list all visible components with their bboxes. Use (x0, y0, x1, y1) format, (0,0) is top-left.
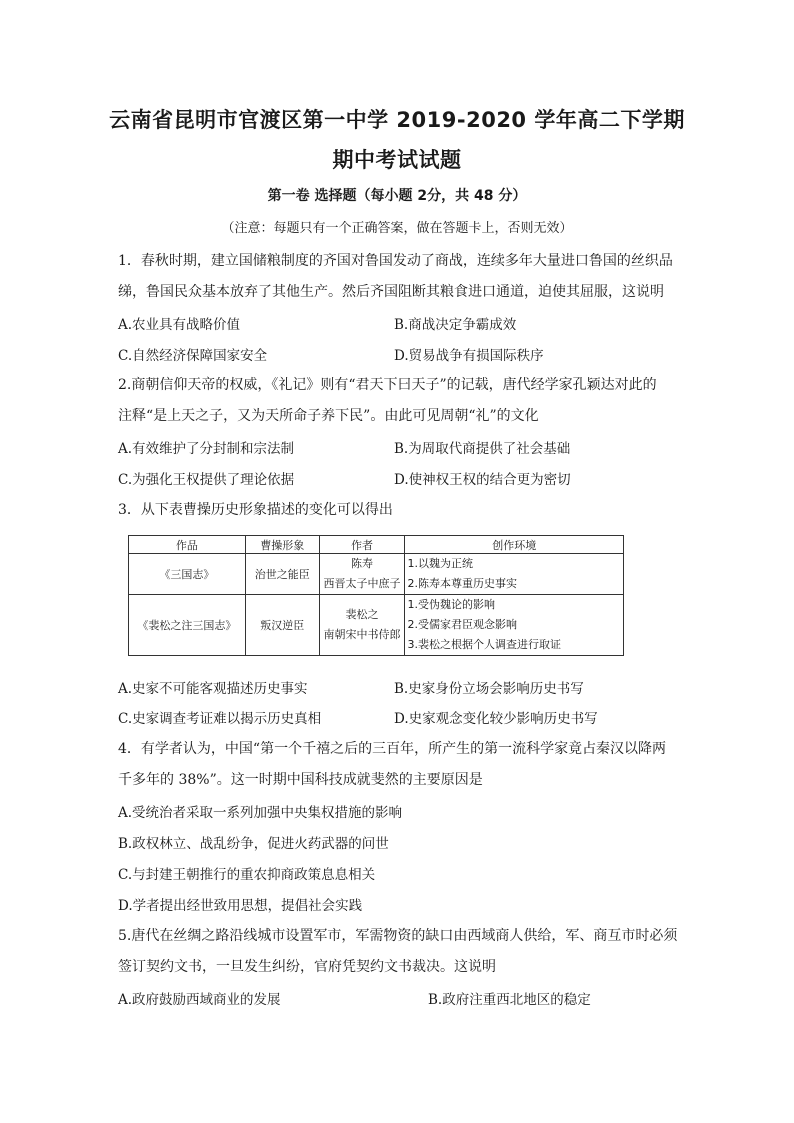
instructions-note: （注意：每题只有一个正确答案，做在答题卡上，否则无效） (221, 221, 573, 236)
q5-option-b: B.政府注重西北地区的稳定 (428, 992, 591, 1008)
environment-item: 1.受伪魏论的影响 (407, 598, 495, 611)
q2-option-b: B.为周取代商提供了社会基础 (394, 441, 571, 457)
q2-option-a: A.有效维护了分封制和宗法制 (118, 441, 295, 457)
table-header-row (129, 536, 624, 554)
environment-item: 2.陈寿本尊重历史事实 (407, 577, 517, 590)
table-cell-image: 叛汉逆臣 (245, 595, 319, 656)
section-heading: 第一卷 选择题（每小题 2分，共 48 分） (267, 188, 527, 204)
author-title: 西晋太子中庶子 (323, 577, 401, 590)
environment-item: 1.以魏为正统 (407, 557, 473, 570)
q4-option-c: C.与封建王朝推行的重农抑商政策息息相关 (118, 867, 376, 883)
table-row (129, 554, 624, 595)
exam-title-line1: 云南省昆明市官渡区第一中学 2019-2020 学年高二下学期 (109, 108, 685, 132)
q2-option-d: D.使神权王权的结合更为密切 (394, 472, 571, 488)
table-row (129, 595, 624, 656)
q3-option-a: A.史家不可能客观描述历史事实 (118, 681, 308, 697)
q2-option-c: C.为强化王权提供了理论依据 (118, 472, 295, 488)
q4-option-d: D.学者提出经世致用思想，提倡社会实践 (118, 898, 363, 914)
cao-cao-image-table (128, 535, 624, 656)
table-cell-image: 治世之能臣 (245, 554, 319, 595)
environment-item: 3.裴松之根据个人调查进行取证 (407, 638, 561, 651)
q2-stem-line1: 2.商朝信仰天帝的权威，《礼记》则有“君天下曰天子”的记载，唐代经学家孔颖达对此的 (118, 377, 657, 393)
environment-item: 2.受儒家君臣观念影响 (407, 618, 517, 631)
table-header-work: 作品 (129, 536, 246, 554)
q4-option-a: A.受统治者采取一系列加强中央集权措施的影响 (118, 805, 403, 821)
table-cell-work: 《裴松之注三国志》 (129, 595, 246, 656)
table-cell-author (319, 554, 405, 595)
author-title: 南朝宋中书侍郎 (323, 628, 401, 641)
q1-stem-line2: 绨，鲁国民众基本放弃了其他生产。然后齐国阻断其粮食进口通道，迫使其屈服，这说明 (118, 284, 664, 300)
q5-option-a: A.政府鼓励西域商业的发展 (118, 992, 281, 1008)
q1-option-b: B.商战决定争霸成效 (394, 317, 517, 333)
q3-option-d: D.史家观念变化较少影响历史书写 (394, 711, 598, 727)
table-cell-work: 《三国志》 (129, 554, 246, 595)
q1-option-c: C.自然经济保障国家安全 (118, 348, 268, 364)
q2-stem-line2: 注释“是上天之子，又为天所命子养下民”。由此可见周朝“礼”的文化 (118, 408, 539, 424)
q1-option-d: D.贸易战争有损国际秩序 (394, 348, 544, 364)
q1-stem-line1: 1．春秋时期，建立国储粮制度的齐国对鲁国发动了商战，连续多年大量进口鲁国的丝织品 (118, 253, 673, 269)
q1-option-a: A.农业具有战略价值 (118, 317, 241, 333)
q3-stem-line1: 3．从下表曹操历史形象描述的变化可以得出 (118, 502, 393, 518)
table-header-environment: 创作环境 (405, 536, 624, 554)
q5-stem-line1: 5.唐代在丝绸之路沿线城市设置军市，军需物资的缺口由西域商人供给，军、商互市时必须 (118, 928, 678, 944)
q5-stem-line2: 签订契约文书，一旦发生纠纷，官府凭契约文书裁决。这说明 (118, 959, 496, 975)
q4-stem-line1: 4．有学者认为，中国“第一个千禧之后的三百年，所产生的第一流科学家竟占秦汉以降两 (118, 741, 667, 757)
q3-option-b: B.史家身份立场会影响历史书写 (394, 681, 584, 697)
q3-option-c: C.史家调查考证难以揭示历史真相 (118, 711, 322, 727)
q4-option-b: B.政权林立、战乱纷争，促进火药武器的问世 (118, 836, 389, 852)
author-name: 陈寿 (351, 557, 374, 570)
table-cell-environment (405, 554, 624, 595)
author-name: 裴松之 (345, 608, 379, 621)
exam-title-line2: 期中考试试题 (332, 148, 462, 172)
q4-stem-line2: 千多年的 38%”。这一时期中国科技成就斐然的主要原因是 (118, 772, 483, 788)
table-header-image: 曹操形象 (245, 536, 319, 554)
table-header-author: 作者 (319, 536, 405, 554)
table-cell-author (319, 595, 405, 656)
table-cell-environment (405, 595, 624, 656)
